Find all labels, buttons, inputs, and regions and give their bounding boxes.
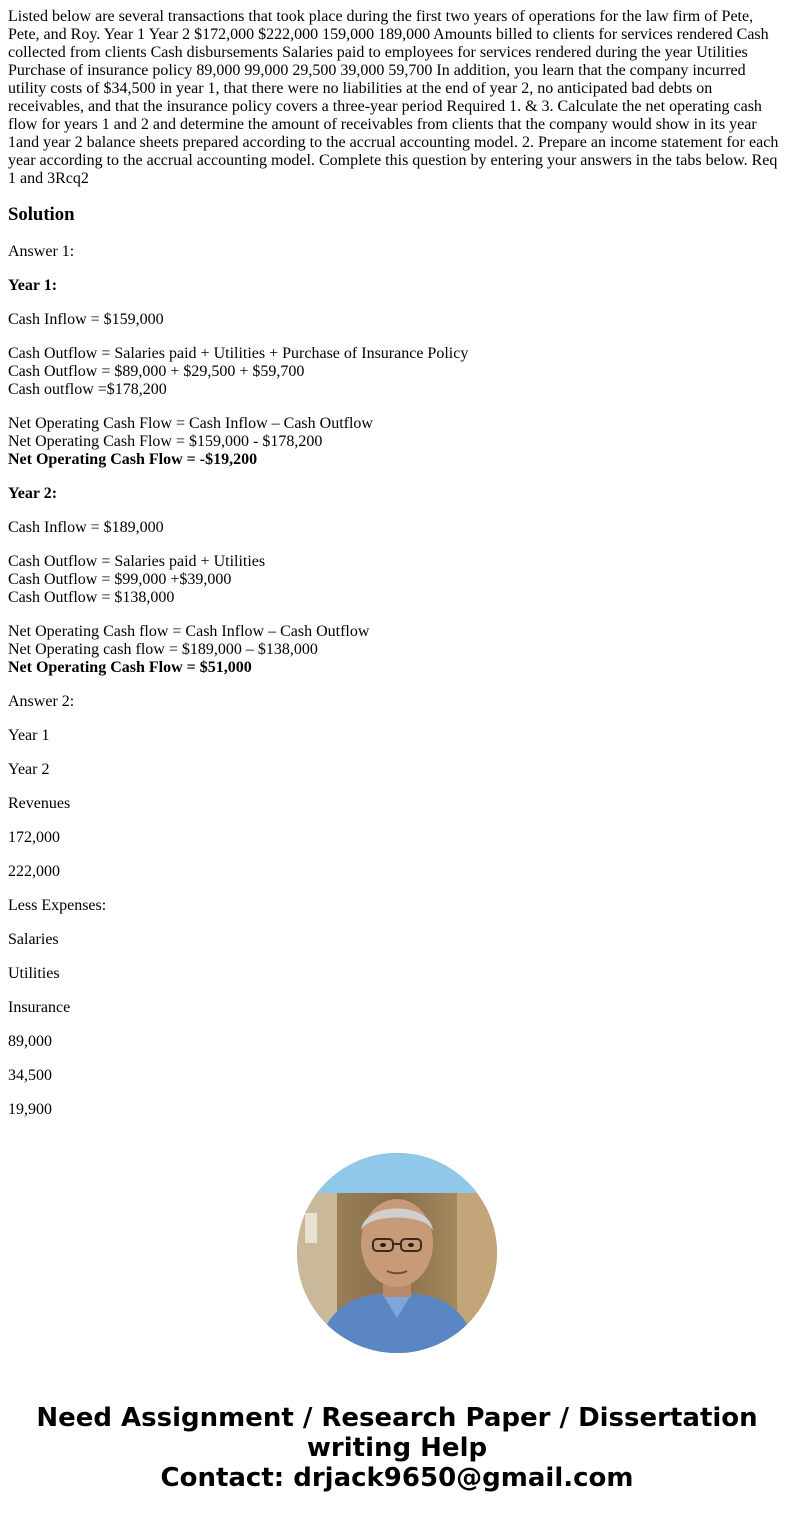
year2-outflow-line: Cash Outflow = $138,000 xyxy=(8,589,175,606)
answer2-item: Salaries xyxy=(8,931,59,948)
answer2-item: Year 2 xyxy=(8,761,50,778)
promo-line: Need Assignment / Research Paper / Dissertation xyxy=(36,1403,758,1433)
answer2-item: Revenues xyxy=(8,795,71,812)
year2-net-line: Net Operating Cash flow = Cash Inflow – Cash Outflow xyxy=(8,623,370,640)
answer2-item: 172,000 xyxy=(8,829,60,846)
year2-cash-inflow: Cash Inflow = $189,000 xyxy=(8,519,164,536)
year2-outflow-line: Cash Outflow = Salaries paid + Utilities xyxy=(8,553,266,570)
answer2-item: 89,000 xyxy=(8,1033,52,1050)
answer2-label: Answer 2: xyxy=(8,693,75,710)
answer2-item: Year 1 xyxy=(8,727,50,744)
answer2-item: 19,900 xyxy=(8,1101,52,1118)
year1-outflow-line: Cash outflow =$178,200 xyxy=(8,381,167,398)
answer2-item: Insurance xyxy=(8,999,71,1016)
year2-net-result: Net Operating Cash Flow = $51,000 xyxy=(8,659,252,676)
year1-outflow-line: Cash Outflow = Salaries paid + Utilities + Purchase of Insurance Policy xyxy=(8,345,469,362)
question-text: Listed below are several transactions that took place during the first two years of operations for the law firm of Pete, Pete, and Roy. Year 1 Year 2 $172,000 $222,000 159,000 189,000 Amounts billed to clients for services rendered Cash collected from clients Cash disbursements Salaries paid to employees for services rendered during the year Utilities Purchase of insurance policy 89,000 99,000 29,500 39,000 59,700 In addition, you learn that the company incurred utility costs of $34,500 in year 1, that there were no liabilities at the end of year 2, no anticipated bad debts on receivables, and that the insurance policy covers a three-year period Required 1. & 3. Calculate the net operating cash flow for years 1 and 2 and determine the amount of receivables from clients that the company would show in its year 1and year 2 balance sheets prepared according to the accrual accounting model. 2. Prepare an income statement for each year according to the accrual accounting model. Complete this question by entering your answers in the tabs below. Req 1 and 3Rcq2 xyxy=(8,8,779,187)
year1-net-result: Net Operating Cash Flow = -$19,200 xyxy=(8,451,258,468)
year1-outflow-block xyxy=(8,345,784,399)
answer2-item: Utilities xyxy=(8,965,60,982)
year2-outflow-block xyxy=(8,553,784,607)
document-body xyxy=(8,8,784,1135)
answer2-item: 222,000 xyxy=(8,863,60,880)
year2-net-block xyxy=(8,623,784,677)
year2-net-line: Net Operating cash flow = $189,000 – $138,000 xyxy=(8,641,318,658)
year2-outflow-line: Cash Outflow = $99,000 +$39,000 xyxy=(8,571,232,588)
answer1-label: Answer 1: xyxy=(8,243,75,260)
promo-line: writing Help xyxy=(306,1433,488,1463)
promo-contact: Contact: drjack9650@gmail.com xyxy=(160,1463,634,1493)
answer2-item: 34,500 xyxy=(8,1067,52,1084)
avatar-portrait xyxy=(297,1153,497,1353)
year1-net-line: Net Operating Cash Flow = $159,000 - $178,200 xyxy=(8,433,323,450)
year2-heading: Year 2: xyxy=(8,485,58,502)
avatar xyxy=(297,1153,497,1353)
answer2-item: Less Expenses: xyxy=(8,897,107,914)
year1-net-line: Net Operating Cash Flow = Cash Inflow – Cash Outflow xyxy=(8,415,373,432)
year1-outflow-line: Cash Outflow = $89,000 + $29,500 + $59,700 xyxy=(8,363,305,380)
year1-heading: Year 1: xyxy=(8,277,58,294)
year1-cash-inflow: Cash Inflow = $159,000 xyxy=(8,311,164,328)
contact-promo xyxy=(0,1403,794,1493)
solution-heading: Solution xyxy=(8,204,75,225)
year1-net-block xyxy=(8,415,784,469)
